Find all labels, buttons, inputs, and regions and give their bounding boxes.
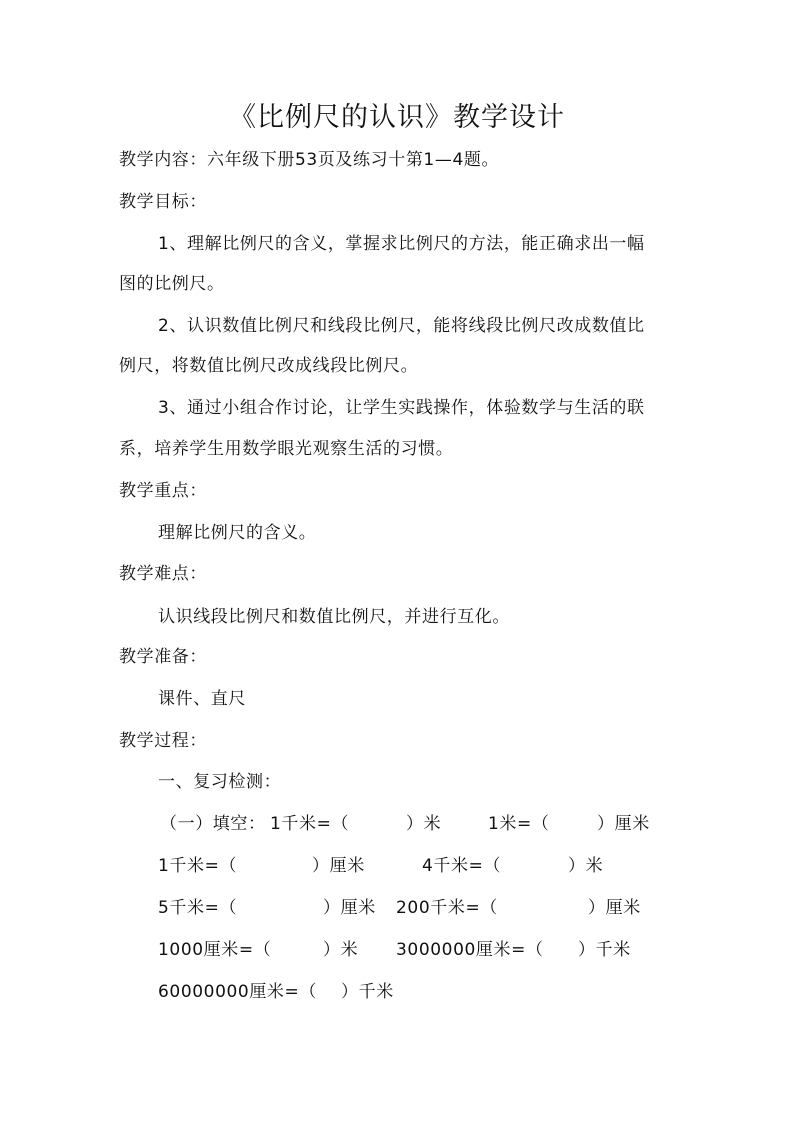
key-point-text: 理解比例尺的含义。	[158, 523, 317, 543]
process-heading: 教学过程：	[119, 731, 207, 751]
objectives-heading: 教学目标：	[119, 192, 207, 212]
exercise-2-prefix: 1米=（	[488, 814, 550, 834]
exercise-7-prefix: 1000厘米=（	[158, 940, 272, 960]
objective-2-line-2: 例尺，将数值比例尺改成线段比例尺。	[119, 356, 419, 376]
exercise-4-suffix: ）米	[568, 856, 604, 876]
exercise-5-suffix: ）厘米	[323, 898, 376, 918]
section-one-heading: 一、复习检测：	[158, 772, 282, 792]
exercise-5-prefix: 5千米=（	[158, 898, 238, 918]
exercise-3-suffix: ）厘米	[312, 856, 365, 876]
exercise-7-suffix: ）米	[323, 940, 359, 960]
exercise-2-suffix: ）厘米	[597, 814, 650, 834]
preparation-text: 课件、直尺	[158, 689, 246, 709]
objective-2-line-1: 2、认识数值比例尺和线段比例尺，能将线段比例尺改成数值比	[158, 316, 645, 336]
difficulty-text: 认识线段比例尺和数值比例尺，并进行互化。	[158, 607, 510, 627]
exercise-4-prefix: 4千米=（	[422, 856, 502, 876]
difficulty-heading: 教学难点：	[119, 564, 207, 584]
exercise-9-suffix: ）千米	[341, 982, 394, 1002]
preparation-heading: 教学准备：	[119, 647, 207, 667]
exercise-8-prefix: 3000000厘米=（	[396, 940, 544, 960]
exercise-3-prefix: 1千米=（	[158, 856, 238, 876]
teaching-content: 教学内容：六年级下册53页及练习十第1—4题。	[119, 150, 500, 170]
objective-1-line-1: 1、理解比例尺的含义，掌握求比例尺的方法，能正确求出一幅	[158, 234, 645, 254]
exercise-9-prefix: 60000000厘米=（	[158, 982, 317, 1002]
fill-label: （一）填空：	[160, 814, 266, 834]
exercise-6-prefix: 200千米=（	[396, 898, 498, 918]
exercise-1-prefix: 1千米=（	[270, 814, 350, 834]
key-point-heading: 教学重点：	[119, 481, 207, 501]
exercise-6-suffix: ）厘米	[588, 898, 641, 918]
exercise-1-suffix: ）米	[406, 814, 442, 834]
objective-3-line-1: 3、通过小组合作讨论，让学生实践操作，体验数学与生活的联	[158, 398, 645, 418]
objective-1-line-2: 图的比例尺。	[119, 274, 225, 294]
document-title: 《比例尺的认识》教学设计	[229, 102, 565, 133]
objective-3-line-2: 系，培养学生用数学眼光观察生活的习惯。	[119, 439, 454, 459]
exercise-8-suffix: ）千米	[578, 940, 631, 960]
